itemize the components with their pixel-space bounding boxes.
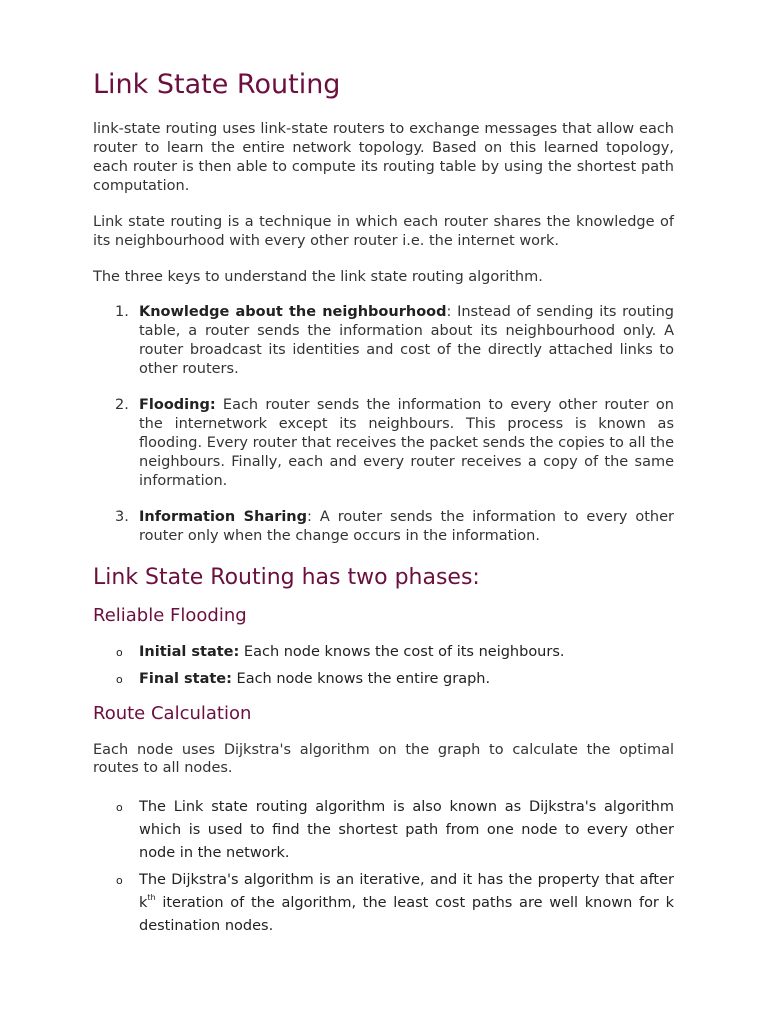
state-description: Each node knows the cost of its neighbours.	[239, 644, 565, 660]
circle-bullet-icon: o	[116, 800, 123, 814]
intro-paragraph-2: Link state routing is a technique in which each router shares the knowledge of its neighbourhood with every other router i.e. the internet work.	[93, 214, 674, 249]
key-term: Flooding:	[139, 397, 216, 413]
key-item-knowledge	[115, 303, 674, 379]
circle-bullet-icon: o	[116, 873, 123, 887]
list-item-dijkstra-iterative	[116, 869, 674, 938]
flooding-states-list	[93, 643, 674, 689]
key-item-information-sharing	[115, 508, 674, 546]
note-text-after: iteration of the algorithm, the least cost paths are well known for k destination nodes.	[139, 894, 674, 934]
phases-heading: Link State Routing has two phases:	[93, 565, 480, 590]
list-number: 2.	[115, 397, 129, 413]
list-item-final-state	[116, 670, 674, 689]
state-description: Each node knows the entire graph.	[231, 670, 491, 687]
intro-paragraph-3: The three keys to understand the link state routing algorithm.	[93, 269, 543, 285]
intro-paragraph-1: link-state routing uses link-state routers to exchange messages that allow each router to learn the entire network topology. Based on this learned topology, each router is then able to compute its routing table by using the shortest path computation.	[93, 121, 674, 194]
state-term: Final state:	[139, 670, 232, 687]
superscript-th: th	[147, 892, 156, 902]
list-number: 3.	[115, 509, 129, 525]
key-description: : Instead of sending its routing table, a router sends the information about its neighbourhood only. A router broadcast its identities and cost of the directly attached links to other routers.	[139, 304, 674, 377]
list-item-dijkstra-alias	[116, 796, 674, 865]
route-calculation-heading: Route Calculation	[93, 702, 252, 724]
key-term: Information Sharing	[139, 509, 308, 525]
note-text-before: The Dijkstra's algorithm is an iterative, and it has the property that after k	[139, 871, 674, 911]
document-page	[93, 66, 674, 942]
list-item-initial-state	[116, 643, 674, 662]
keys-list	[93, 303, 674, 546]
circle-bullet-icon: o	[116, 646, 123, 659]
key-description: : A router sends the information to every other router only when the change occurs in the information.	[139, 509, 674, 544]
page-title: Link State Routing	[93, 69, 341, 100]
route-calculation-paragraph: Each node uses Dijkstra's algorithm on the graph to calculate the optimal routes to all nodes.	[93, 741, 674, 776]
dijkstra-notes-list	[93, 796, 674, 938]
note-text: The Link state routing algorithm is also known as Dijkstra's algorithm which is used to find the shortest path from one node to every other node in the network.	[139, 798, 674, 861]
state-term: Initial state:	[139, 644, 240, 660]
list-number: 1.	[115, 304, 129, 320]
reliable-flooding-heading: Reliable Flooding	[93, 605, 247, 626]
key-term: Knowledge about the neighbourhood	[139, 304, 447, 320]
key-item-flooding	[115, 396, 674, 491]
key-description: Each router sends the information to every other router on the internetwork except its neighbours. This process is known as flooding. Every router that receives the packet sends the copies to all the neighbours. Finally, each and every router receives a copy of the same information.	[139, 397, 674, 489]
circle-bullet-icon: o	[116, 672, 123, 686]
